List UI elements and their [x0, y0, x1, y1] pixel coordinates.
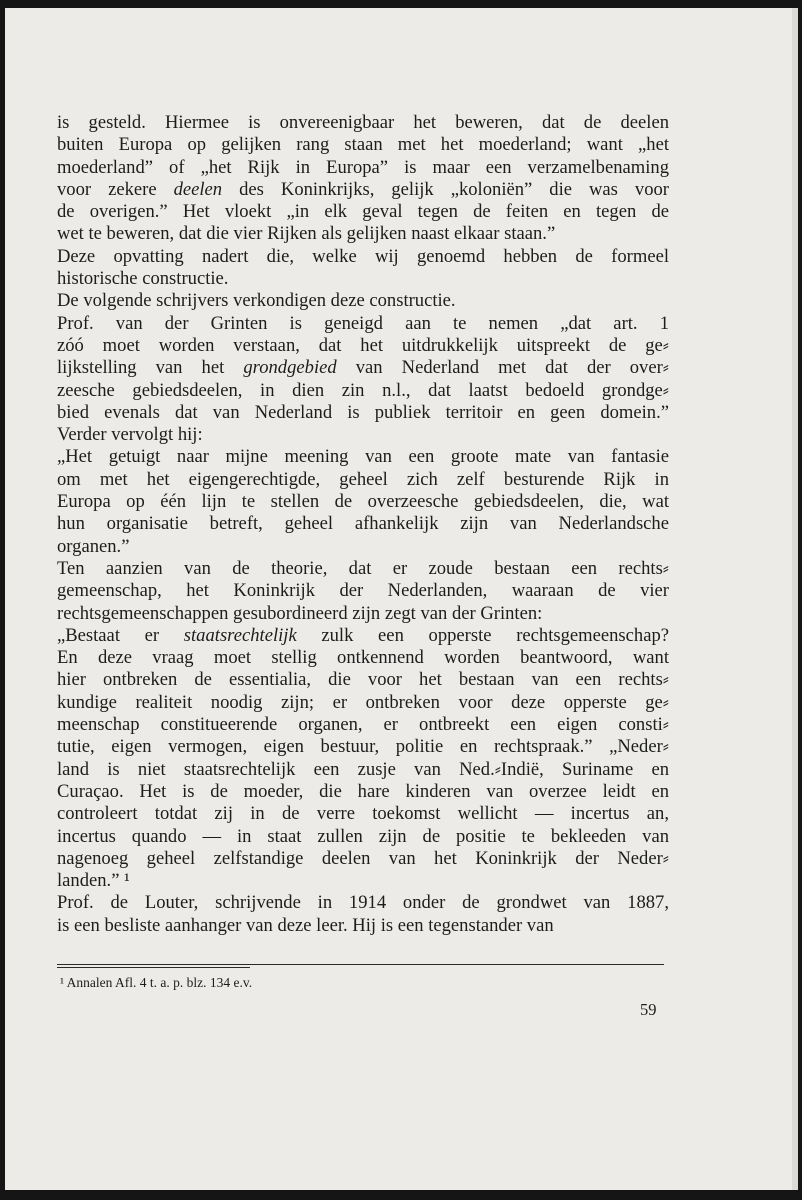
paragraph	[57, 112, 669, 246]
text-line: En deze vraag moet stellig ontkennend worden beantwoord, want	[57, 647, 669, 669]
text-line: hun organisatie betreft, geheel afhankelijk zijn van Nederlandsche	[57, 513, 669, 535]
text-line: landen.” ¹	[57, 870, 130, 892]
text-line: Prof. van der Grinten is geneigd aan te nemen „dat art. 1	[57, 312, 669, 334]
text-line: is een besliste aanhanger van deze leer. Hij is een tegenstander van	[57, 914, 554, 936]
text-line: Deze opvatting nadert die, welke wij genoemd hebben de formeel	[57, 245, 669, 267]
text-line: Verder vervolgt hij:	[57, 424, 203, 446]
text-line: gemeenschap, het Koninkrijk der Nederlanden, waaraan de vier	[57, 580, 669, 602]
text-line: controleert totdat zij in de verre toekomst wellicht — incertus an,	[57, 803, 669, 825]
paragraph	[57, 558, 669, 625]
text-line: nagenoeg geheel zelfstandige deelen van het Koninkrijk der Neder⸗	[57, 847, 669, 869]
text-line: buiten Europa op gelijken rang staan met het moederland; want „het	[57, 134, 669, 156]
text-line: Europa op één lijn te stellen de overzeesche gebiedsdeelen, die, wat	[57, 491, 669, 513]
text-line: hier ontbreken de essentialia, die voor het bestaan van een rechts⸗	[57, 669, 669, 691]
text-line: Ten aanzien van de theorie, dat er zoude bestaan een rechts⸗	[57, 557, 669, 579]
text-line: moederland” of „het Rijk in Europa” is maar een verzamelbenaming	[57, 156, 669, 178]
text-line: kundige realiteit noodig zijn; er ontbreken voor deze opperste ge⸗	[57, 691, 669, 713]
text-line: wet te beweren, dat die vier Rijken als gelijken naast elkaar staan.”	[57, 223, 556, 245]
footnote: ¹ Annalen Afl. 4 t. a. p. blz. 134 e.v.	[60, 975, 253, 990]
paragraph	[57, 313, 669, 447]
text-line: de overigen.” Het vloekt „in elk geval tegen de feiten en tegen de	[57, 201, 669, 223]
paragraph	[57, 892, 669, 937]
footnote-rule-short	[57, 967, 250, 968]
page-edge	[792, 8, 798, 1190]
text-line: incertus quando — in staat zullen zijn de positie te bekleeden van	[57, 825, 669, 847]
text-line: Curaçao. Het is de moeder, die hare kinderen van overzee leidt en	[57, 780, 669, 802]
text-line: lijkstelling van het grondgebied van Nederland met dat der over⸗	[57, 357, 669, 379]
text-line: meenschap constitueerende organen, er ontbreekt een eigen consti⸗	[57, 714, 669, 736]
footnote-rule	[57, 964, 664, 965]
text-line: land is niet staatsrechtelijk een zusje van Ned.⸗Indië, Suriname en	[57, 758, 669, 780]
text-line: „Bestaat er staatsrechtelijk zulk een opperste rechtsgemeenschap?	[57, 624, 669, 646]
text-line: is gesteld. Hiermee is onvereenigbaar het beweren, dat de deelen	[57, 112, 669, 133]
text-line: Prof. de Louter, schrijvende in 1914 onder de grondwet van 1887,	[57, 892, 669, 914]
paragraph	[57, 625, 669, 893]
paragraph	[57, 246, 669, 291]
paragraph	[57, 290, 669, 312]
text-line: „Het getuigt naar mijne meening van een groote mate van fantasie	[57, 446, 669, 468]
text-line: De volgende schrijvers verkondigen deze constructie.	[57, 290, 456, 312]
text-line: bied evenals dat van Nederland is publiek territoir en geen domein.”	[57, 401, 669, 423]
text-line: zóó moet worden verstaan, dat het uitdrukkelijk uitspreekt de ge⸗	[57, 334, 669, 356]
page-number: 59	[640, 1000, 657, 1019]
text-line: zeesche gebiedsdeelen, in dien zin n.l., dat laatst bedoeld grondge⸗	[57, 379, 669, 401]
text-line: voor zekere deelen des Koninkrijks, gelijk „koloniën” die was voor	[57, 178, 669, 200]
text-line: om met het eigengerechtigde, geheel zich zelf besturende Rijk in	[57, 468, 669, 490]
text-line: historische constructie.	[57, 268, 229, 290]
body-text	[57, 112, 669, 937]
text-line: tutie, eigen vermogen, eigen bestuur, politie en rechtspraak.” „Neder⸗	[57, 736, 669, 758]
text-line: rechtsgemeenschappen gesubordineerd zijn zegt van der Grinten:	[57, 602, 543, 624]
text-line: organen.”	[57, 535, 130, 557]
paragraph	[57, 446, 669, 557]
